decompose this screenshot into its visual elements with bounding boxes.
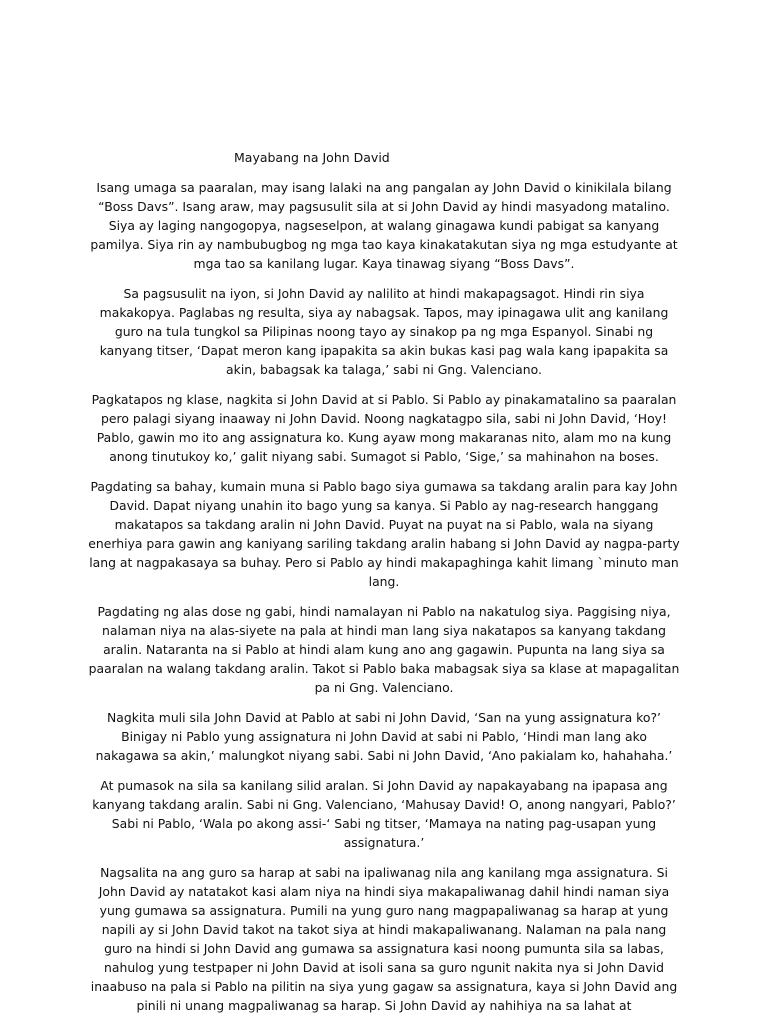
paragraph-5: Pagdating ng alas dose ng gabi, hindi namalayan ni Pablo na nakatulog siya. Paggising niya, nalaman niya na alas-siyete na pala at hindi man lang siya nakatapos sa kanyang takdang aralin. Nataranta na si Pablo at hindi alam kung ano ang gagawin. Pupunta na lang siya sa paaralan na walang takdang aralin. Takot si Pablo baka mabagsak siya sa klase at mapagalitan pa ni Gng. Valenciano.: [88, 604, 680, 695]
paragraph-6: Nagkita muli sila John David at Pablo at sabi ni John David, ‘San na yung assignatura ko?’ Binigay ni Pablo yung assignatura ni John David at sabi ni Pablo, ‘Hindi man lang ako nakagawa sa akin,’ malungkot niyang sabi. Sabi ni John David, ‘Ano pakialam ko, hahahaha.’: [95, 710, 673, 763]
paragraph-2: Sa pagsusulit na iyon, si John David ay nalilito at hindi makapagsagot. Hindi rin siya makakopya. Paglabas ng resulta, siya ay nabagsak. Tapos, may ipinagawa ulit ang kanilang guro na tula tungkol sa Pilipinas noong tayo ay sinakop pa ng mga Espanyol. Sinabi ng kanyang titser, ‘Dapat meron kang ipapakita sa akin bukas kasi pag wala kang ipapakita sa akin, babagsak ka talaga,’ sabi ni Gng. Valenciano.: [99, 286, 669, 377]
paragraph-4: Pagdating sa bahay, kumain muna si Pablo bago siya gumawa sa takdang aralin para kay John David. Dapat niyang unahin ito bago yung sa kanya. Si Pablo ay nag-research hanggang makatapos sa takdang aralin ni John David. Puyat na puyat na si Pablo, wala na siyang enerhiya para gawin ang kaniyang sariling takdang aralin habang si John David ay nagpa-party lang at nagpakasaya sa buhay. Pero si Pablo ay hindi makapaghinga kahit limang `minuto man lang.: [88, 479, 680, 589]
document-title: Mayabang na John David: [234, 150, 390, 165]
document-body: [88, 178, 680, 1024]
paragraph-1: Isang umaga sa paaralan, may isang lalaki na ang pangalan ay John David o kinikilala bilang “Boss Davs”. Isang araw, may pagsusulit sila at si John David ay hindi masyadong matalino. Siya ay laging nangogopya, nagseselpon, at walang ginagawa kundi pabigat sa kanyang pamilya. Siya rin ay nambubugbog ng mga tao kaya kinakatakutan siya ng mga estudyante at mga tao sa kanilang lugar. Kaya tinawag siyang “Boss Davs”.: [90, 180, 678, 271]
paragraph-3: Pagkatapos ng klase, nagkita si John David at si Pablo. Si Pablo ay pinakamatalino sa paaralan pero palagi siyang inaaway ni John David. Noong nagkatagpo sila, sabi ni John David, ‘Hoy! Pablo, gawin mo ito ang assignatura ko. Kung ayaw mong makaranas nito, alam mo na kung anong tinutukoy ko,’ galit niyang sabi. Sumagot si Pablo, ‘Sige,’ sa mahinahon na boses.: [91, 392, 677, 464]
paragraph-8: Nagsalita na ang guro sa harap at sabi na ipaliwanag nila ang kanilang mga assignatura. Si John David ay natatakot kasi alam niya na hindi siya makapaliwanag dahil hindi naman siya yung gumawa sa assignatura. Pumili na yung guro nang magpapaliwanag sa harap at yung napili ay si John David takot na takot siya at hindi makapaliwanang. Nalaman na pala nang guro na hindi si John David ang gumawa sa assignatura kasi noong pumunta sila sa labas, nahulog yung testpaper ni John David at isoli sana sa guro ngunit nakita nya si John David inaabuso na pala si Pablo na pilitin na siya yung gagaw sa assignatura, kaya si John David ang pinili ni unang magpaliwanag sa harap. Si John David ay nahihiya na sa lahat at: [90, 865, 678, 1013]
paragraph-7: At pumasok na sila sa kanilang silid aralan. Si John David ay napakayabang na ipapasa ang kanyang takdang aralin. Sabi ni Gng. Valenciano, ‘Mahusay David! O, anong nangyari, Pablo?’ Sabi ni Pablo, ‘Wala po akong assi-‘ Sabi ng titser, ‘Mamaya na nating pag-usapan yung assignatura.’: [92, 778, 676, 850]
